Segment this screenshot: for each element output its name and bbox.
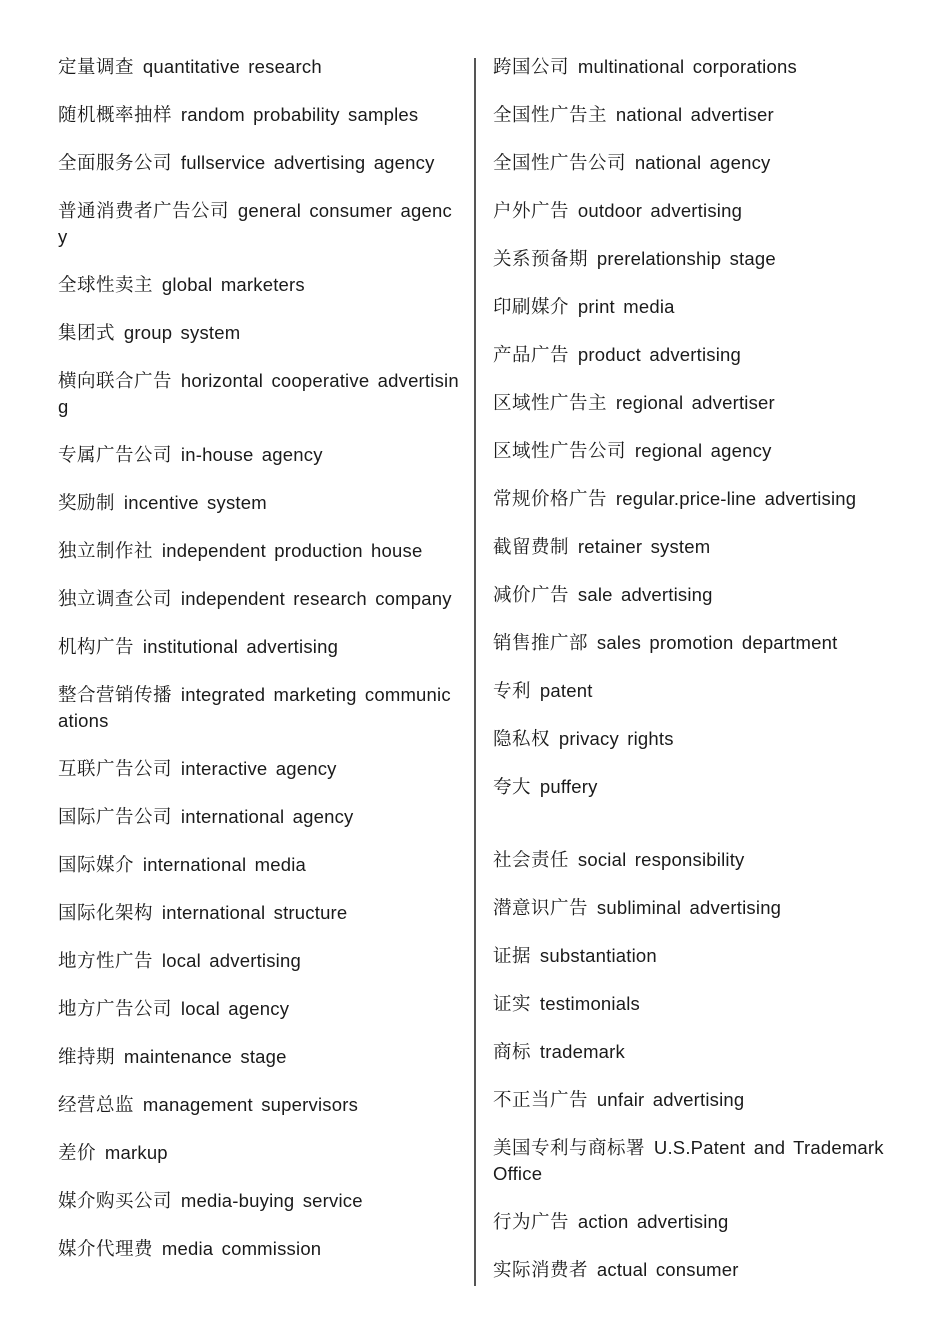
- term-en: sale advertising: [577, 584, 713, 605]
- term-en: national agency: [634, 152, 771, 173]
- term-zh: 横向联合广告: [58, 371, 173, 392]
- term-zh: 随机概率抽样: [58, 105, 173, 126]
- term-zh: 国际化架构: [58, 903, 154, 924]
- term-en: subliminal advertising: [596, 897, 782, 918]
- term-en: patent: [539, 680, 593, 701]
- term-en: puffery: [539, 776, 598, 797]
- glossary-entry: [493, 294, 898, 320]
- glossary-entry: [493, 943, 898, 969]
- term-en: independent production house: [161, 540, 423, 561]
- term-zh: 媒介购买公司: [58, 1191, 173, 1212]
- glossary-entry: [493, 486, 898, 512]
- glossary-entry: [58, 1044, 460, 1070]
- term-zh: 机构广告: [58, 637, 135, 658]
- term-zh: 潜意识广告: [493, 898, 589, 919]
- glossary-entry: [493, 246, 898, 272]
- term-en: national advertiser: [615, 104, 774, 125]
- term-zh: 减价广告: [493, 585, 570, 606]
- term-en: action advertising: [577, 1211, 729, 1232]
- glossary-entry: [58, 900, 460, 926]
- term-en: print media: [577, 296, 675, 317]
- term-en: incentive system: [123, 492, 267, 513]
- term-en: multinational corporations: [577, 56, 797, 77]
- glossary-entry: [58, 586, 460, 612]
- term-en: integrated marketing communications: [58, 684, 451, 731]
- term-zh: 印刷媒介: [493, 297, 570, 318]
- right-column: [493, 54, 898, 1305]
- glossary-entry: [493, 895, 898, 921]
- term-zh: 普通消费者广告公司: [58, 201, 230, 222]
- term-zh: 跨国公司: [493, 57, 570, 78]
- glossary-entry: [58, 1140, 460, 1166]
- glossary-entry: [493, 847, 898, 873]
- term-zh: 地方性广告: [58, 951, 154, 972]
- term-en: fullservice advertising agency: [180, 152, 435, 173]
- glossary-entry: [493, 774, 898, 800]
- term-en: trademark: [539, 1041, 625, 1062]
- term-en: prerelationship stage: [596, 248, 776, 269]
- term-zh: 常规价格广告: [493, 489, 608, 510]
- glossary-entry: [58, 756, 460, 782]
- term-zh: 户外广告: [493, 201, 570, 222]
- term-zh: 地方广告公司: [58, 999, 173, 1020]
- glossary-entry: [58, 852, 460, 878]
- glossary-entry: [58, 102, 460, 128]
- term-en: in-house agency: [180, 444, 323, 465]
- glossary-entry: [58, 1236, 460, 1262]
- glossary-entry: [493, 438, 898, 464]
- term-zh: 全国性广告主: [493, 105, 608, 126]
- term-zh: 全国性广告公司: [493, 153, 627, 174]
- term-zh: 证据: [493, 946, 532, 967]
- term-en: horizontal cooperative advertising: [58, 370, 459, 417]
- term-zh: 差价: [58, 1143, 97, 1164]
- term-zh: 关系预备期: [493, 249, 589, 270]
- term-en: regional advertiser: [615, 392, 775, 413]
- term-en: institutional advertising: [142, 636, 339, 657]
- column-divider: [474, 58, 476, 1286]
- term-en: international structure: [161, 902, 348, 923]
- glossary-entry: [58, 1188, 460, 1214]
- glossary-entry: [493, 1087, 898, 1113]
- glossary-entry: [58, 1092, 460, 1118]
- term-en: independent research company: [180, 588, 452, 609]
- term-zh: 全面服务公司: [58, 153, 173, 174]
- glossary-entry: [493, 102, 898, 128]
- term-en: testimonials: [539, 993, 640, 1014]
- term-en: interactive agency: [180, 758, 337, 779]
- term-en: media-buying service: [180, 1190, 363, 1211]
- glossary-entry: [58, 948, 460, 974]
- term-en: local agency: [180, 998, 290, 1019]
- glossary-entry: [493, 198, 898, 224]
- glossary-entry: [58, 538, 460, 564]
- term-en: outdoor advertising: [577, 200, 743, 221]
- glossary-entry: [58, 368, 460, 420]
- term-en: U.S.Patent and Trademark Office: [493, 1137, 884, 1184]
- term-zh: 社会责任: [493, 850, 570, 871]
- term-en: substantiation: [539, 945, 657, 966]
- term-zh: 维持期: [58, 1047, 116, 1068]
- glossary-entry: [58, 996, 460, 1022]
- term-zh: 区域性广告公司: [493, 441, 627, 462]
- glossary-entry: [58, 634, 460, 660]
- glossary-entry: [493, 991, 898, 1017]
- glossary-entry: [58, 54, 460, 80]
- term-zh: 整合营销传播: [58, 685, 173, 706]
- term-en: international media: [142, 854, 307, 875]
- left-column: [58, 54, 460, 1284]
- glossary-entry: [493, 630, 898, 656]
- term-zh: 国际媒介: [58, 855, 135, 876]
- term-zh: 独立调查公司: [58, 589, 173, 610]
- glossary-entry: [493, 1257, 898, 1283]
- glossary-entry: [493, 726, 898, 752]
- term-zh: 互联广告公司: [58, 759, 173, 780]
- term-en: unfair advertising: [596, 1089, 745, 1110]
- term-zh: 集团式: [58, 323, 116, 344]
- term-en: management supervisors: [142, 1094, 359, 1115]
- term-en: sales promotion department: [596, 632, 838, 653]
- term-zh: 证实: [493, 994, 532, 1015]
- glossary-entry: [58, 804, 460, 830]
- term-en: media commission: [161, 1238, 322, 1259]
- term-zh: 产品广告: [493, 345, 570, 366]
- term-en: local advertising: [161, 950, 301, 971]
- glossary-entry: [493, 150, 898, 176]
- term-zh: 截留费制: [493, 537, 570, 558]
- term-zh: 行为广告: [493, 1212, 570, 1233]
- term-en: general consumer agency: [58, 200, 452, 247]
- term-zh: 销售推广部: [493, 633, 589, 654]
- term-en: maintenance stage: [123, 1046, 287, 1067]
- glossary-entry: [493, 54, 898, 80]
- term-zh: 国际广告公司: [58, 807, 173, 828]
- term-en: retainer system: [577, 536, 711, 557]
- glossary-entry: [493, 342, 898, 368]
- term-zh: 奖励制: [58, 493, 116, 514]
- term-zh: 不正当广告: [493, 1090, 589, 1111]
- glossary-entry: [58, 272, 460, 298]
- term-zh: 商标: [493, 1042, 532, 1063]
- glossary-entry: [58, 150, 460, 176]
- term-zh: 夸大: [493, 777, 532, 798]
- glossary-entry: [493, 1039, 898, 1065]
- term-zh: 定量调查: [58, 57, 135, 78]
- term-zh: 媒介代理费: [58, 1239, 154, 1260]
- glossary-entry: [58, 682, 460, 734]
- glossary-entry: [58, 198, 460, 250]
- term-en: group system: [123, 322, 241, 343]
- glossary-entry: [493, 390, 898, 416]
- term-en: actual consumer: [596, 1259, 739, 1280]
- glossary-entry: [58, 490, 460, 516]
- term-zh: 区域性广告主: [493, 393, 608, 414]
- term-en: random probability samples: [180, 104, 419, 125]
- glossary-entry: [493, 582, 898, 608]
- term-en: product advertising: [577, 344, 742, 365]
- term-zh: 全球性卖主: [58, 275, 154, 296]
- glossary-entry: [493, 678, 898, 704]
- glossary-entry: [493, 1209, 898, 1235]
- term-zh: 实际消费者: [493, 1260, 589, 1281]
- term-en: social responsibility: [577, 849, 745, 870]
- glossary-entry: [493, 534, 898, 560]
- term-zh: 专利: [493, 681, 532, 702]
- glossary-entry: [58, 442, 460, 468]
- term-en: quantitative research: [142, 56, 322, 77]
- term-en: markup: [104, 1142, 168, 1163]
- term-en: international agency: [180, 806, 354, 827]
- term-zh: 独立制作社: [58, 541, 154, 562]
- term-en: regional agency: [634, 440, 772, 461]
- term-zh: 隐私权: [493, 729, 551, 750]
- term-zh: 专属广告公司: [58, 445, 173, 466]
- term-en: privacy rights: [558, 728, 674, 749]
- glossary-entry: [58, 320, 460, 346]
- term-en: global marketers: [161, 274, 305, 295]
- term-en: regular.price-line advertising: [615, 488, 857, 509]
- term-zh: 经营总监: [58, 1095, 135, 1116]
- glossary-entry: [493, 1135, 898, 1187]
- term-zh: 美国专利与商标署: [493, 1138, 646, 1159]
